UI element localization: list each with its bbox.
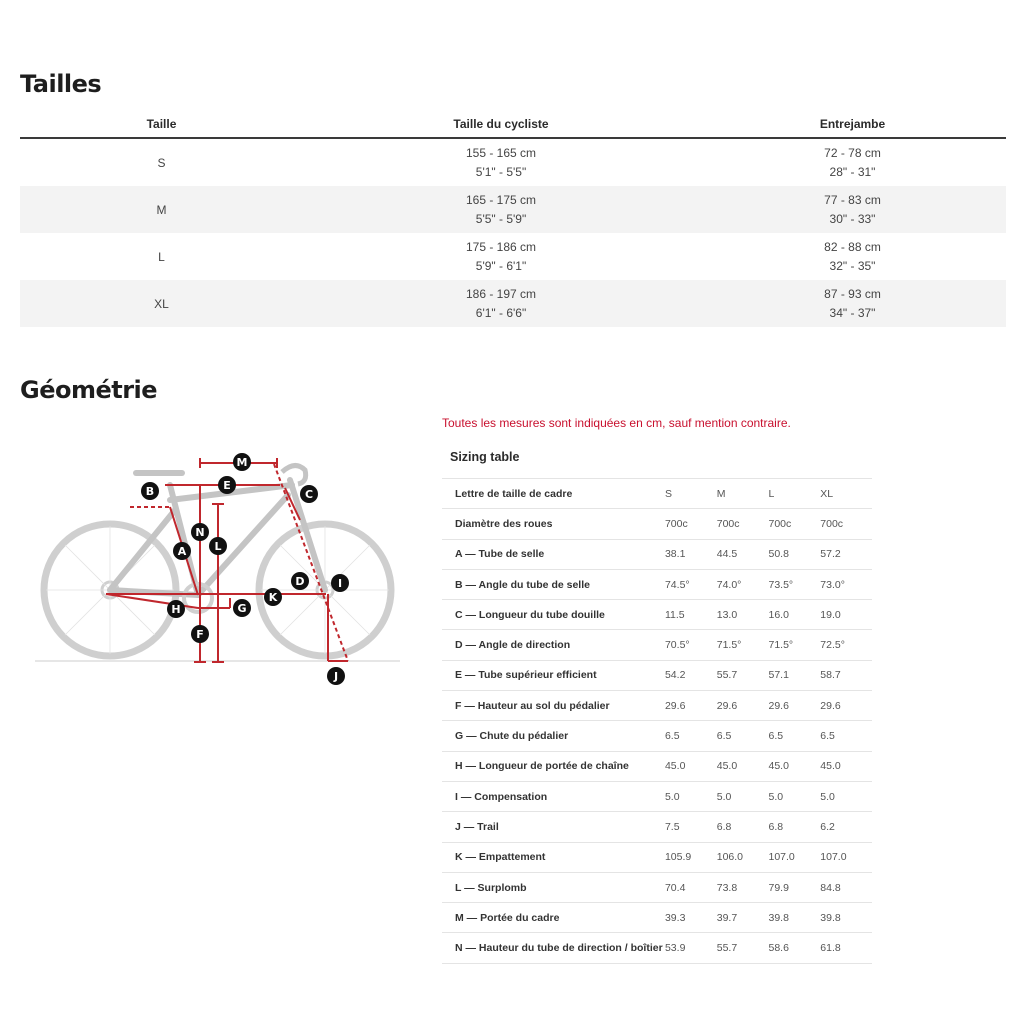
marker-g-icon (233, 599, 251, 617)
inseam-cm: 82 - 88 cm (824, 239, 881, 254)
marker-n-icon (191, 523, 209, 541)
geometry-value: 70.4 (664, 881, 686, 894)
geometry-label: Diamètre des roues (455, 517, 553, 530)
geometry-value: 58.7 (820, 669, 841, 682)
inseam-cell (699, 191, 1006, 229)
geometry-value: 57.2 (820, 548, 841, 561)
geometry-row (442, 509, 872, 539)
geometry-value: 44.5 (716, 548, 738, 561)
geometry-value: 57.1 (768, 669, 789, 682)
geometry-label: H — Longueur de portée de chaîne (455, 760, 629, 773)
geometry-value: 11.5 (664, 608, 685, 621)
geometry-row (442, 570, 872, 600)
geometry-label: E — Tube supérieur efficient (455, 669, 597, 682)
svg-text:F: F (196, 628, 204, 641)
inseam-in: 34" - 37" (829, 305, 876, 320)
geometry-value: 19.0 (820, 608, 841, 621)
svg-text:C: C (304, 488, 314, 501)
geometry-value: 6.5 (716, 730, 732, 743)
geometry-label: Lettre de taille de cadre (455, 487, 573, 500)
marker-f-icon (191, 625, 209, 643)
rider-height-ft: 5'1" - 5'5" (475, 164, 527, 179)
sizes-row (20, 280, 1006, 327)
svg-text:A: A (177, 545, 187, 558)
geometry-value: 700c (716, 517, 740, 530)
marker-d-icon (291, 572, 309, 590)
geometry-label: J — Trail (455, 820, 499, 833)
svg-text:I: I (337, 577, 343, 590)
marker-a-icon (173, 542, 191, 560)
svg-text:G: G (237, 602, 247, 615)
geometry-value: 45.0 (664, 760, 686, 773)
geometry-row (442, 600, 872, 630)
geometry-value: 107.0 (768, 851, 795, 864)
geometry-row (442, 873, 872, 903)
marker-l-icon (209, 537, 227, 555)
geometry-row (442, 721, 872, 751)
geometry-value: 105.9 (664, 851, 692, 864)
geometry-value: 50.8 (768, 548, 789, 561)
rider-height-ft: 5'9" - 6'1" (475, 258, 527, 273)
geometry-label: L — Surplomb (455, 881, 527, 894)
marker-h-icon (167, 600, 185, 618)
geometry-row (442, 903, 872, 933)
geometry-value: XL (820, 487, 834, 500)
geometry-value: 79.9 (768, 881, 789, 894)
geometry-value: 58.6 (768, 942, 789, 955)
geometry-row (442, 782, 872, 812)
inseam-cm: 87 - 93 cm (824, 286, 881, 301)
geometry-value: 73.5° (768, 578, 794, 591)
size-cell: L (158, 249, 165, 264)
sizes-table (20, 112, 1006, 327)
marker-m-icon (233, 453, 251, 471)
geometry-value: 29.6 (664, 699, 686, 712)
geometry-value: 53.9 (664, 942, 686, 955)
geometry-row (442, 812, 872, 842)
geometry-value: 700c (820, 517, 844, 530)
header-size: Taille (146, 117, 177, 131)
geometry-label: C — Longueur du tube douille (455, 608, 605, 621)
svg-text:M: M (236, 456, 248, 469)
geometry-value: 71.5° (768, 639, 794, 652)
inseam-in: 32" - 35" (829, 258, 876, 273)
inseam-cell (699, 144, 1006, 182)
geometry-value: 74.5° (664, 578, 690, 591)
sizing-table-caption: Sizing table (450, 450, 520, 464)
geometry-row (442, 843, 872, 873)
geometry-value: S (664, 487, 672, 500)
geometry-value: 6.5 (664, 730, 680, 743)
geometry-value: 71.5° (716, 639, 742, 652)
marker-j-icon (327, 667, 345, 685)
size-cell: S (157, 155, 166, 170)
sizes-table-header (20, 112, 1006, 139)
geometry-value: 73.0° (820, 578, 845, 591)
rider-height-ft: 5'5" - 5'9" (475, 211, 527, 226)
geometry-value: 7.5 (664, 820, 680, 833)
geometry-value: 16.0 (768, 608, 789, 621)
geometry-value: 61.8 (820, 942, 841, 955)
marker-k-icon (264, 588, 282, 606)
rider-height-cm: 186 - 197 cm (465, 286, 537, 301)
geometry-value: 29.6 (820, 699, 841, 712)
geometry-value: M (716, 487, 726, 500)
geometry-label: N — Hauteur du tube de direction / boîtier (455, 942, 663, 955)
marker-e-icon (218, 476, 236, 494)
geometry-value: 54.2 (664, 669, 686, 682)
rider-height-cell (303, 191, 699, 229)
sizes-row (20, 139, 1006, 186)
geometry-label: A — Tube de selle (455, 548, 545, 561)
geometry-label: B — Angle du tube de selle (455, 578, 590, 591)
bike-geometry-diagram (30, 440, 410, 690)
geometry-value: 29.6 (768, 699, 789, 712)
rider-height-cm: 155 - 165 cm (465, 145, 537, 160)
marker-i-icon (331, 574, 349, 592)
geometry-row (442, 691, 872, 721)
inseam-in: 30" - 33" (829, 211, 876, 226)
geometry-value: 55.7 (716, 669, 738, 682)
geometry-label: I — Compensation (455, 790, 548, 803)
geometry-value: 6.5 (768, 730, 784, 743)
geometry-value: 45.0 (820, 760, 841, 773)
inseam-in: 28" - 31" (829, 164, 876, 179)
geometry-value: 13.0 (716, 608, 738, 621)
svg-text:J: J (333, 670, 339, 683)
geometry-value: 700c (664, 517, 688, 530)
geometry-label: G — Chute du pédalier (455, 730, 569, 743)
size-cell: M (156, 202, 167, 217)
geometry-value: 106.0 (716, 851, 744, 864)
geometry-row (442, 752, 872, 782)
svg-text:K: K (268, 591, 278, 604)
rider-height-cm: 175 - 186 cm (465, 239, 537, 254)
geometry-value: 39.8 (820, 911, 841, 924)
header-inseam: Entrejambe (819, 117, 886, 131)
geometry-value: 70.5° (664, 639, 690, 652)
header-rider-height: Taille du cycliste (453, 117, 549, 131)
geometry-value: 84.8 (820, 881, 841, 894)
svg-text:B: B (145, 485, 155, 498)
geometry-value: 6.5 (820, 730, 835, 743)
svg-text:N: N (195, 526, 205, 539)
sizes-row (20, 186, 1006, 233)
geometry-title: Géométrie (20, 376, 158, 404)
geometry-label: K — Empattement (455, 851, 546, 864)
geometry-value: 5.0 (820, 790, 835, 803)
geometry-row (442, 661, 872, 691)
geometry-row (442, 933, 872, 963)
geometry-value: 55.7 (716, 942, 738, 955)
inseam-cell (699, 285, 1006, 323)
geometry-value: 45.0 (716, 760, 738, 773)
rider-height-cell (303, 144, 699, 182)
size-cell: XL (154, 296, 169, 311)
units-note: Toutes les mesures sont indiquées en cm, sauf mention contraire. (442, 416, 791, 430)
geometry-value: 6.8 (768, 820, 784, 833)
geometry-row (442, 479, 872, 509)
inseam-cm: 77 - 83 cm (824, 192, 881, 207)
inseam-cm: 72 - 78 cm (824, 145, 881, 160)
inseam-cell (699, 238, 1006, 276)
geometry-row (442, 630, 872, 660)
geometry-value: 74.0° (716, 578, 742, 591)
geometry-row (442, 540, 872, 570)
geometry-value: 39.8 (768, 911, 789, 924)
geometry-value: 72.5° (820, 639, 845, 652)
geometry-value: 107.0 (820, 851, 847, 864)
marker-c-icon (300, 485, 318, 503)
geometry-value: 39.3 (664, 911, 686, 924)
svg-text:D: D (295, 575, 305, 588)
rider-height-cell (303, 238, 699, 276)
geometry-label: M — Portée du cadre (455, 911, 560, 924)
svg-text:L: L (214, 540, 222, 553)
geometry-value: 39.7 (716, 911, 738, 924)
rider-height-ft: 6'1" - 6'6" (475, 305, 527, 320)
geometry-value: 5.0 (664, 790, 680, 803)
geometry-value: 5.0 (768, 790, 784, 803)
geometry-label: D — Angle de direction (455, 639, 571, 652)
geometry-value: L (768, 487, 775, 500)
geometry-value: 6.8 (716, 820, 732, 833)
rider-height-cell (303, 285, 699, 323)
geometry-value: 5.0 (716, 790, 732, 803)
svg-text:E: E (223, 479, 231, 492)
geometry-value: 29.6 (716, 699, 738, 712)
geometry-value: 45.0 (768, 760, 789, 773)
svg-text:H: H (171, 603, 181, 616)
rider-height-cm: 165 - 175 cm (465, 192, 537, 207)
sizes-row (20, 233, 1006, 280)
geometry-value: 38.1 (664, 548, 686, 561)
geometry-value: 73.8 (716, 881, 738, 894)
geometry-value: 6.2 (820, 820, 835, 833)
sizes-title: Tailles (20, 70, 102, 98)
geometry-value: 700c (768, 517, 792, 530)
geometry-label: F — Hauteur au sol du pédalier (455, 699, 610, 712)
marker-b-icon (141, 482, 159, 500)
geometry-table (442, 478, 872, 964)
